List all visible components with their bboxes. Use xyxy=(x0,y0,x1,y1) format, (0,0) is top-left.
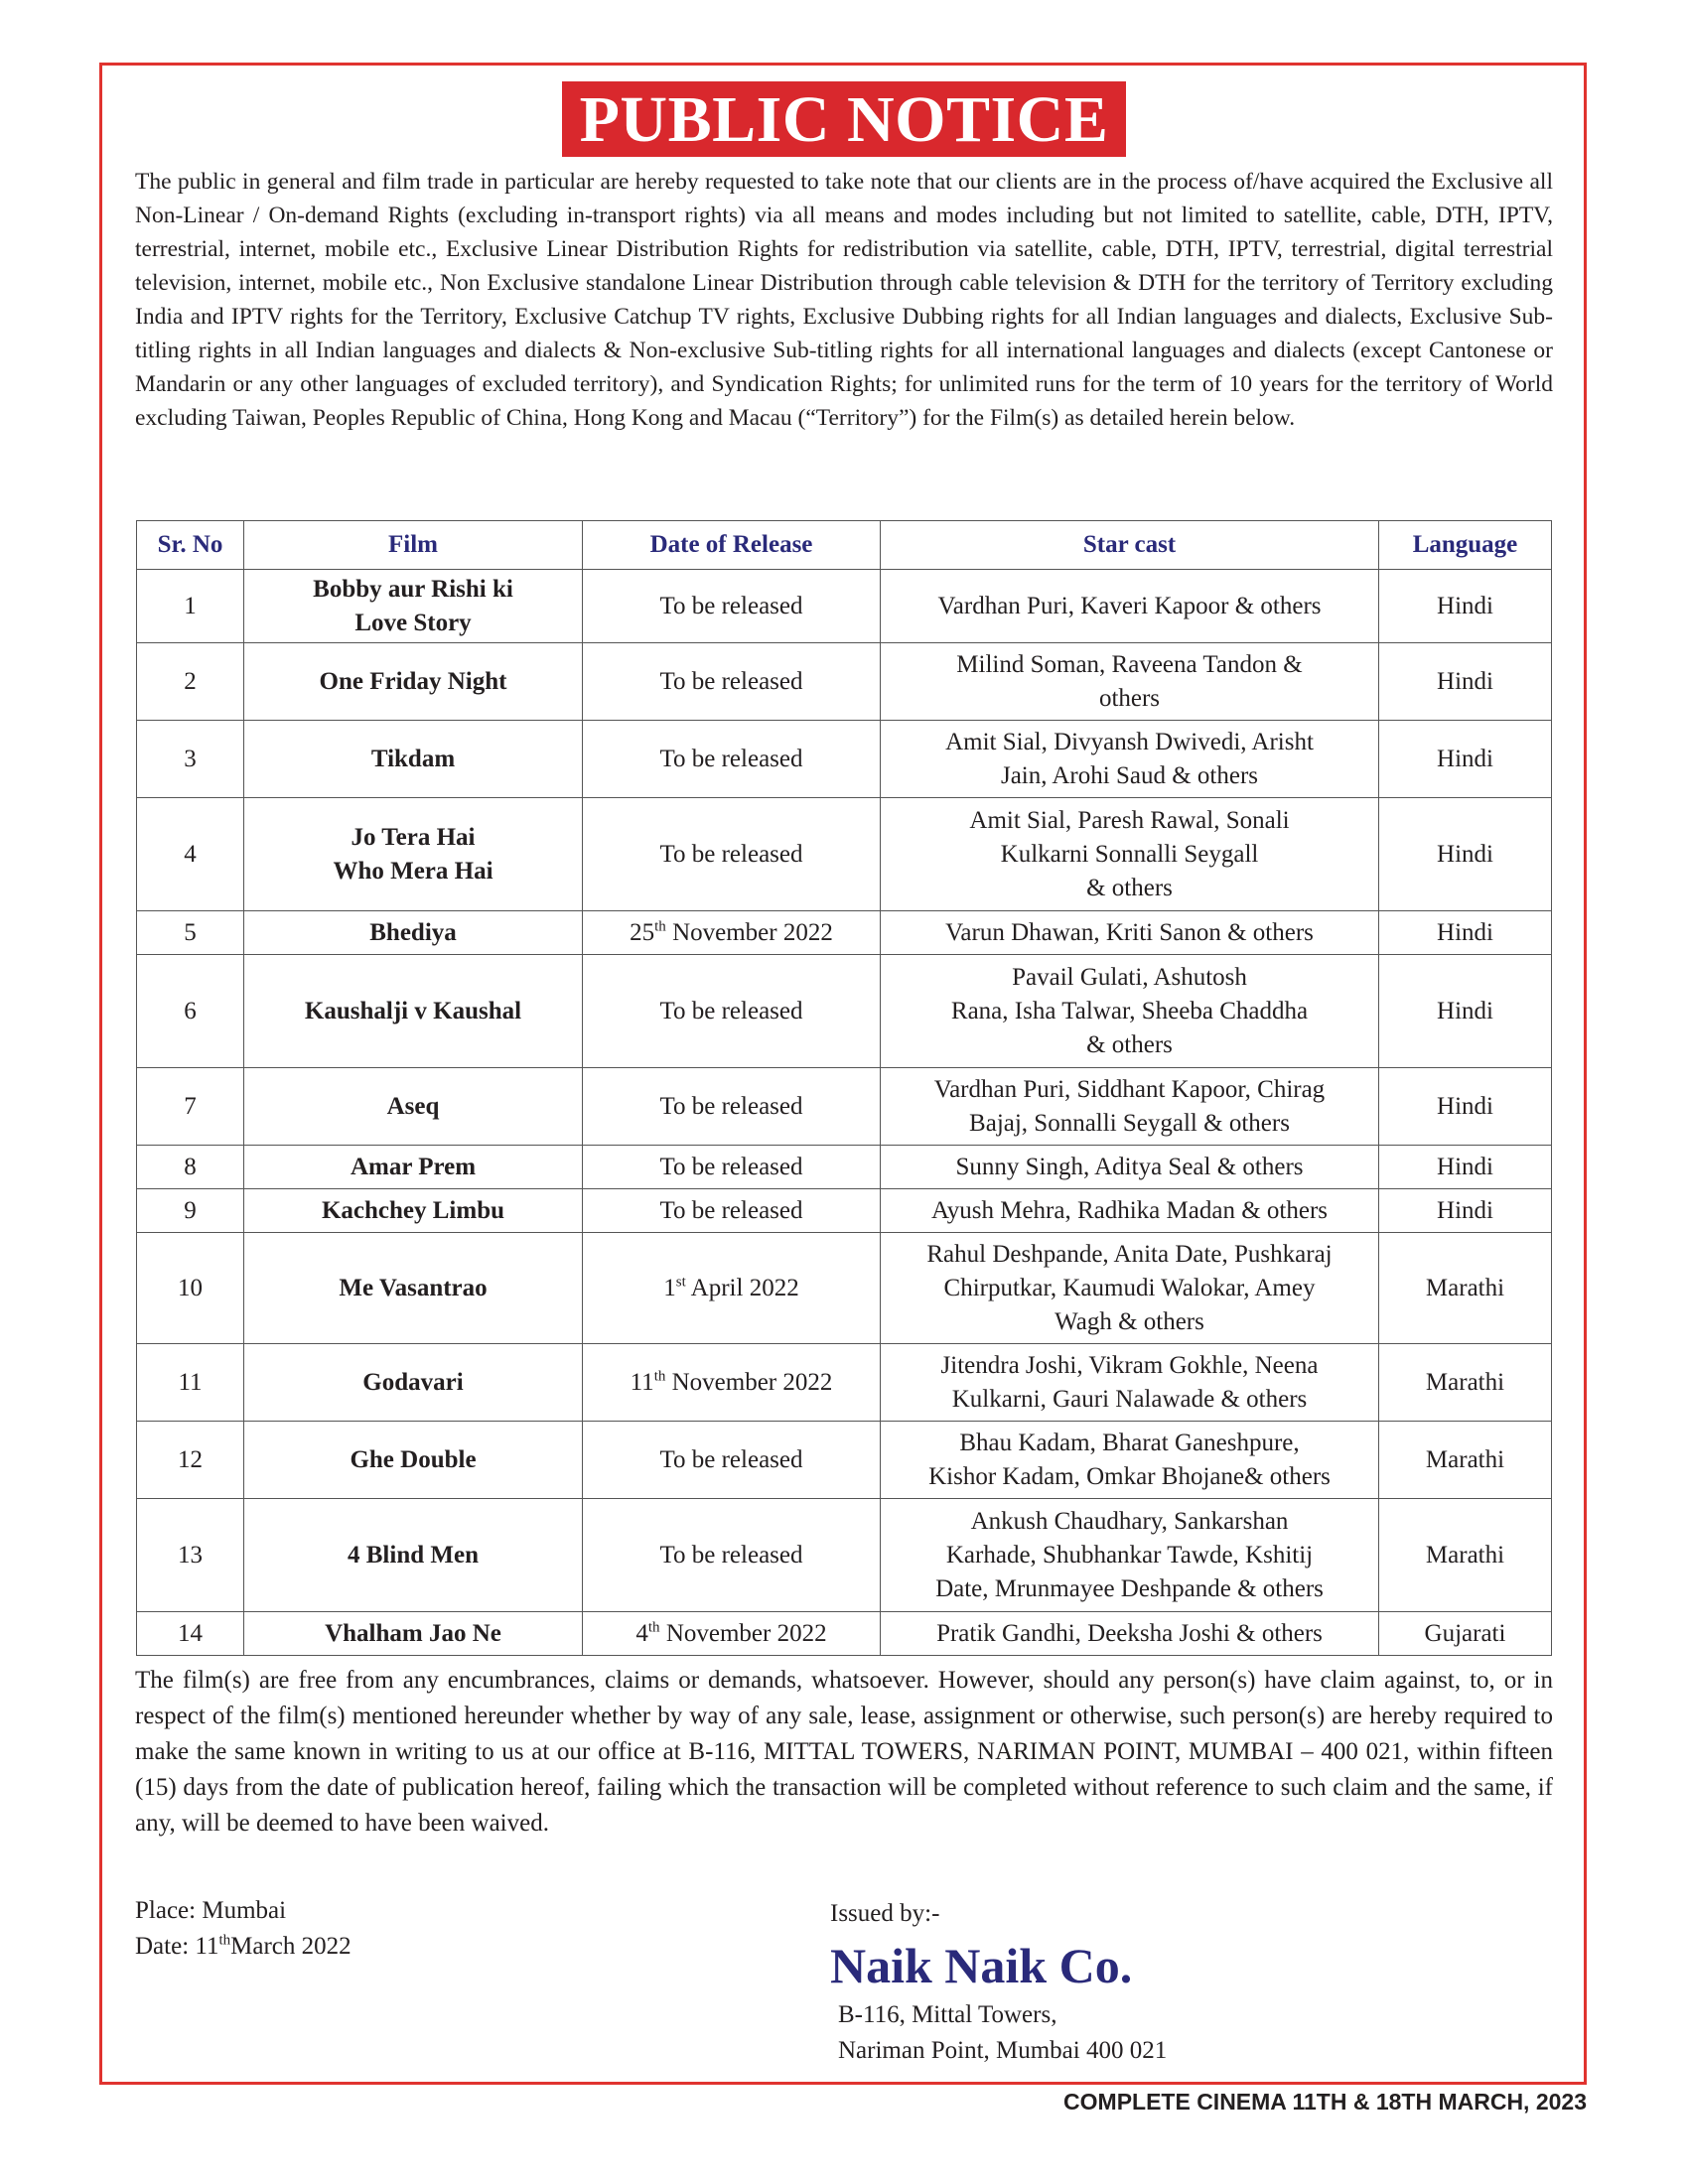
release-date-suffix: st xyxy=(675,1274,686,1291)
cell-film xyxy=(244,1344,583,1422)
cell-film xyxy=(244,1612,583,1656)
film-title-line: Jo Tera Hai xyxy=(351,823,476,851)
table-row xyxy=(137,570,1552,643)
cell-star-cast xyxy=(881,1344,1379,1422)
cell-language: Marathi xyxy=(1379,1422,1552,1499)
release-date-suffix: th xyxy=(654,918,666,935)
cell-film xyxy=(244,911,583,955)
cell-date-of-release xyxy=(583,911,881,955)
cell-film xyxy=(244,1146,583,1189)
notice-title: PUBLIC NOTICE xyxy=(562,81,1127,157)
cell-film xyxy=(244,570,583,643)
cell-star-cast xyxy=(881,721,1379,798)
cell-date-of-release xyxy=(583,570,881,643)
firm-address xyxy=(838,1997,1167,2069)
star-cast-line: Ankush Chaudhary, Sankarshan xyxy=(970,1507,1289,1535)
star-cast-line: Vardhan Puri, Kaveri Kapoor & others xyxy=(937,592,1322,619)
release-date-main: To be released xyxy=(659,997,803,1024)
release-date-main: To be released xyxy=(659,1153,803,1180)
cell-date-of-release xyxy=(583,798,881,911)
place-line: Place: Mumbai xyxy=(135,1897,287,1924)
film-title-line: Godavari xyxy=(362,1368,464,1396)
film-title-line: Ghe Double xyxy=(350,1445,477,1473)
cell-date-of-release xyxy=(583,721,881,798)
cell-star-cast xyxy=(881,1612,1379,1656)
cell-star-cast xyxy=(881,570,1379,643)
cell-language: Marathi xyxy=(1379,1344,1552,1422)
star-cast-line: Bhau Kadam, Bharat Ganeshpure, xyxy=(959,1429,1300,1456)
table-row xyxy=(137,1612,1552,1656)
cell-sr-no: 8 xyxy=(137,1146,244,1189)
closing-paragraph: The film(s) are free from any encumbrances, claims or demands, whatsoever. However, should any person(s) have claim against, to, or in respect of the film(s) mentioned hereunder whether by way of any sale, lease, assignment or otherwise, such person(s) are hereby required to make the same known in writing to us at our office at B-116, MITTAL TOWERS, NARIMAN POINT, MUMBAI – 400 021, within fifteen (15) days from the date of publication hereof, failing which the transaction will be completed without reference to such claim and the same, if any, will be deemed to have been waived. xyxy=(135,1667,1553,1837)
cell-star-cast xyxy=(881,955,1379,1068)
release-date-main: To be released xyxy=(659,1541,803,1569)
star-cast-line: Date, Mrunmayee Deshpande & others xyxy=(935,1574,1324,1602)
star-cast-line: Chirputkar, Kaumudi Walokar, Amey xyxy=(943,1274,1316,1301)
star-cast-line: & others xyxy=(1086,1030,1173,1058)
cell-star-cast xyxy=(881,1499,1379,1612)
release-date-rest: November 2022 xyxy=(659,1619,827,1647)
address-line: Nariman Point, Mumbai 400 021 xyxy=(838,2037,1168,2064)
cell-star-cast xyxy=(881,1233,1379,1344)
cell-language: Marathi xyxy=(1379,1233,1552,1344)
films-table xyxy=(136,520,1552,1656)
star-cast-line: Pavail Gulati, Ashutosh xyxy=(1012,963,1247,991)
star-cast-line: Jain, Arohi Saud & others xyxy=(1000,761,1258,789)
star-cast-line: Kishor Kadam, Omkar Bhojane& others xyxy=(928,1462,1331,1490)
star-cast-line: & others xyxy=(1086,874,1173,901)
cell-star-cast xyxy=(881,1146,1379,1189)
release-date-main: To be released xyxy=(659,745,803,772)
cell-sr-no: 3 xyxy=(137,721,244,798)
cell-date-of-release xyxy=(583,1146,881,1189)
release-date-rest: November 2022 xyxy=(665,918,833,946)
film-title-line: 4 Blind Men xyxy=(348,1541,479,1569)
cell-date-of-release xyxy=(583,1612,881,1656)
address-line: B-116, Mittal Towers, xyxy=(838,2001,1057,2028)
film-title-line: Me Vasantrao xyxy=(339,1274,488,1301)
cell-language: Hindi xyxy=(1379,955,1552,1068)
date-line-post: March 2022 xyxy=(230,1933,352,1960)
star-cast-line: Vardhan Puri, Siddhant Kapoor, Chirag xyxy=(933,1075,1326,1103)
star-cast-line: Ayush Mehra, Radhika Madan & others xyxy=(930,1196,1328,1224)
cell-film xyxy=(244,1068,583,1146)
cell-language: Hindi xyxy=(1379,643,1552,721)
table-row xyxy=(137,1233,1552,1344)
table-row xyxy=(137,1189,1552,1233)
table-row xyxy=(137,1499,1552,1612)
cell-language: Hindi xyxy=(1379,798,1552,911)
place-date-block xyxy=(135,1893,352,1965)
cell-sr-no: 14 xyxy=(137,1612,244,1656)
cell-star-cast xyxy=(881,643,1379,721)
date-line-pre: Date: 11 xyxy=(135,1933,219,1960)
film-title-line: Vhalham Jao Ne xyxy=(325,1619,501,1647)
release-date-main: To be released xyxy=(659,1196,803,1224)
cell-star-cast xyxy=(881,1068,1379,1146)
film-title-line: Kachchey Limbu xyxy=(321,1196,505,1224)
cell-film xyxy=(244,955,583,1068)
star-cast-line: Kulkarni Sonnalli Seygall xyxy=(1000,840,1259,868)
film-title-line: Bhediya xyxy=(369,918,457,946)
film-title-line: Tikdam xyxy=(370,745,456,772)
cell-language: Gujarati xyxy=(1379,1612,1552,1656)
cell-sr-no: 10 xyxy=(137,1233,244,1344)
star-cast-line: Wagh & others xyxy=(1055,1307,1204,1335)
cell-language: Hindi xyxy=(1379,1146,1552,1189)
header-film: Film xyxy=(244,521,583,570)
film-title-line: Bobby aur Rishi ki xyxy=(313,575,513,603)
cell-sr-no: 5 xyxy=(137,911,244,955)
release-date-main: To be released xyxy=(659,1092,803,1120)
star-cast-line: Sunny Singh, Aditya Seal & others xyxy=(955,1153,1304,1180)
film-title-line: Love Story xyxy=(354,609,472,636)
star-cast-line: Kulkarni, Gauri Nalawade & others xyxy=(951,1385,1308,1413)
table-row xyxy=(137,1422,1552,1499)
table-row xyxy=(137,721,1552,798)
cell-date-of-release xyxy=(583,1068,881,1146)
table-row xyxy=(137,1068,1552,1146)
film-title-line: Kaushalji v Kaushal xyxy=(304,997,522,1024)
star-cast-line: others xyxy=(1098,684,1161,712)
star-cast-line: Karhade, Shubhankar Tawde, Kshitij xyxy=(945,1541,1314,1569)
header-sr-no: Sr. No xyxy=(137,521,244,570)
release-date-main: 4 xyxy=(635,1619,648,1647)
cell-language: Marathi xyxy=(1379,1499,1552,1612)
table-header-row xyxy=(137,521,1552,570)
intro-paragraph: The public in general and film trade in particular are hereby requested to take note that our clients are in the process of/have acquired the Exclusive all Non-Linear / On-demand Rights (excluding in-transport rights) via all means and modes including but not limited to satellite, cable, DTH, IPTV, terrestrial, internet, mobile etc., Exclusive Linear Distribution Rights for redistribution via satellite, cable, DTH, IPTV, terrestrial, digital terrestrial television, internet, mobile etc., Non Exclusive standalone Linear Distribution through cable television & DTH for the territory of Territory excluding India and IPTV rights for the Territory, Exclusive Catchup TV rights, Exclusive Dubbing rights for all Indian languages and dialects, Exclusive Sub-titling rights in all Indian languages and dialects & Non-exclusive Sub-titling rights for all international languages and dialects (except Cantonese or Mandarin or any other languages of excluded territory), and Syndication Rights; for unlimited runs for the term of 10 years for the territory of World excluding Taiwan, Peoples Republic of China, Hong Kong and Macau (“Territory”) for the Film(s) as detailed herein below. xyxy=(135,169,1553,431)
cell-film xyxy=(244,643,583,721)
cell-sr-no: 12 xyxy=(137,1422,244,1499)
film-title-line: One Friday Night xyxy=(319,667,507,695)
title-banner xyxy=(0,81,1688,157)
cell-film xyxy=(244,721,583,798)
film-title-line: Who Mera Hai xyxy=(333,857,493,885)
issued-by: Issued by:- xyxy=(830,1900,940,1927)
table-row xyxy=(137,1146,1552,1189)
publication-footer: COMPLETE CINEMA 11TH & 18TH MARCH, 2023 xyxy=(1063,2089,1587,2115)
header-star-cast: Star cast xyxy=(881,521,1379,570)
release-date-main: 1 xyxy=(663,1274,676,1301)
date-line xyxy=(135,1929,352,1965)
cell-star-cast xyxy=(881,798,1379,911)
cell-date-of-release xyxy=(583,1344,881,1422)
header-date-of-release: Date of Release xyxy=(583,521,881,570)
date-line-sup: th xyxy=(218,1932,231,1949)
film-title-line: Amar Prem xyxy=(350,1153,477,1180)
release-date-main: To be released xyxy=(659,1445,803,1473)
header-language: Language xyxy=(1379,521,1552,570)
cell-film xyxy=(244,1233,583,1344)
cell-star-cast xyxy=(881,911,1379,955)
release-date-rest: November 2022 xyxy=(665,1368,833,1396)
cell-language: Hindi xyxy=(1379,1068,1552,1146)
cell-date-of-release xyxy=(583,1499,881,1612)
release-date-main: 25 xyxy=(630,918,655,946)
cell-film xyxy=(244,1422,583,1499)
table-row xyxy=(137,798,1552,911)
cell-date-of-release xyxy=(583,1422,881,1499)
cell-sr-no: 11 xyxy=(137,1344,244,1422)
cell-sr-no: 1 xyxy=(137,570,244,643)
cell-sr-no: 13 xyxy=(137,1499,244,1612)
release-date-main: To be released xyxy=(659,592,803,619)
cell-date-of-release xyxy=(583,1189,881,1233)
table-row xyxy=(137,911,1552,955)
cell-film xyxy=(244,798,583,911)
table-row xyxy=(137,643,1552,721)
release-date-main: 11 xyxy=(630,1368,654,1396)
cell-film xyxy=(244,1499,583,1612)
firm-name: Naik Naik Co. xyxy=(830,1938,1133,1993)
cell-date-of-release xyxy=(583,955,881,1068)
star-cast-line: Rana, Isha Talwar, Sheeba Chaddha xyxy=(950,997,1309,1024)
cell-sr-no: 9 xyxy=(137,1189,244,1233)
cell-sr-no: 6 xyxy=(137,955,244,1068)
cell-sr-no: 2 xyxy=(137,643,244,721)
star-cast-line: Jitendra Joshi, Vikram Gokhle, Neena xyxy=(940,1351,1319,1379)
release-date-main: To be released xyxy=(659,667,803,695)
cell-language: Hindi xyxy=(1379,911,1552,955)
cell-language: Hindi xyxy=(1379,721,1552,798)
cell-star-cast xyxy=(881,1422,1379,1499)
cell-language: Hindi xyxy=(1379,570,1552,643)
star-cast-line: Amit Sial, Paresh Rawal, Sonali xyxy=(969,806,1290,834)
star-cast-line: Amit Sial, Divyansh Dwivedi, Arisht xyxy=(945,728,1314,755)
cell-film xyxy=(244,1189,583,1233)
cell-date-of-release xyxy=(583,1233,881,1344)
release-date-suffix: th xyxy=(653,1368,666,1385)
star-cast-line: Rahul Deshpande, Anita Date, Pushkaraj xyxy=(926,1240,1333,1268)
release-date-suffix: th xyxy=(647,1619,660,1636)
cell-date-of-release xyxy=(583,643,881,721)
table-row xyxy=(137,955,1552,1068)
release-date-main: To be released xyxy=(659,840,803,868)
star-cast-line: Milind Soman, Raveena Tandon & xyxy=(956,650,1303,678)
cell-star-cast xyxy=(881,1189,1379,1233)
cell-sr-no: 4 xyxy=(137,798,244,911)
film-title-line: Aseq xyxy=(386,1092,440,1120)
cell-sr-no: 7 xyxy=(137,1068,244,1146)
release-date-rest: April 2022 xyxy=(685,1274,799,1301)
cell-language: Hindi xyxy=(1379,1189,1552,1233)
table-row xyxy=(137,1344,1552,1422)
star-cast-line: Pratik Gandhi, Deeksha Joshi & others xyxy=(936,1619,1323,1647)
star-cast-line: Varun Dhawan, Kriti Sanon & others xyxy=(945,918,1314,946)
star-cast-line: Bajaj, Sonnalli Seygall & others xyxy=(969,1109,1290,1137)
